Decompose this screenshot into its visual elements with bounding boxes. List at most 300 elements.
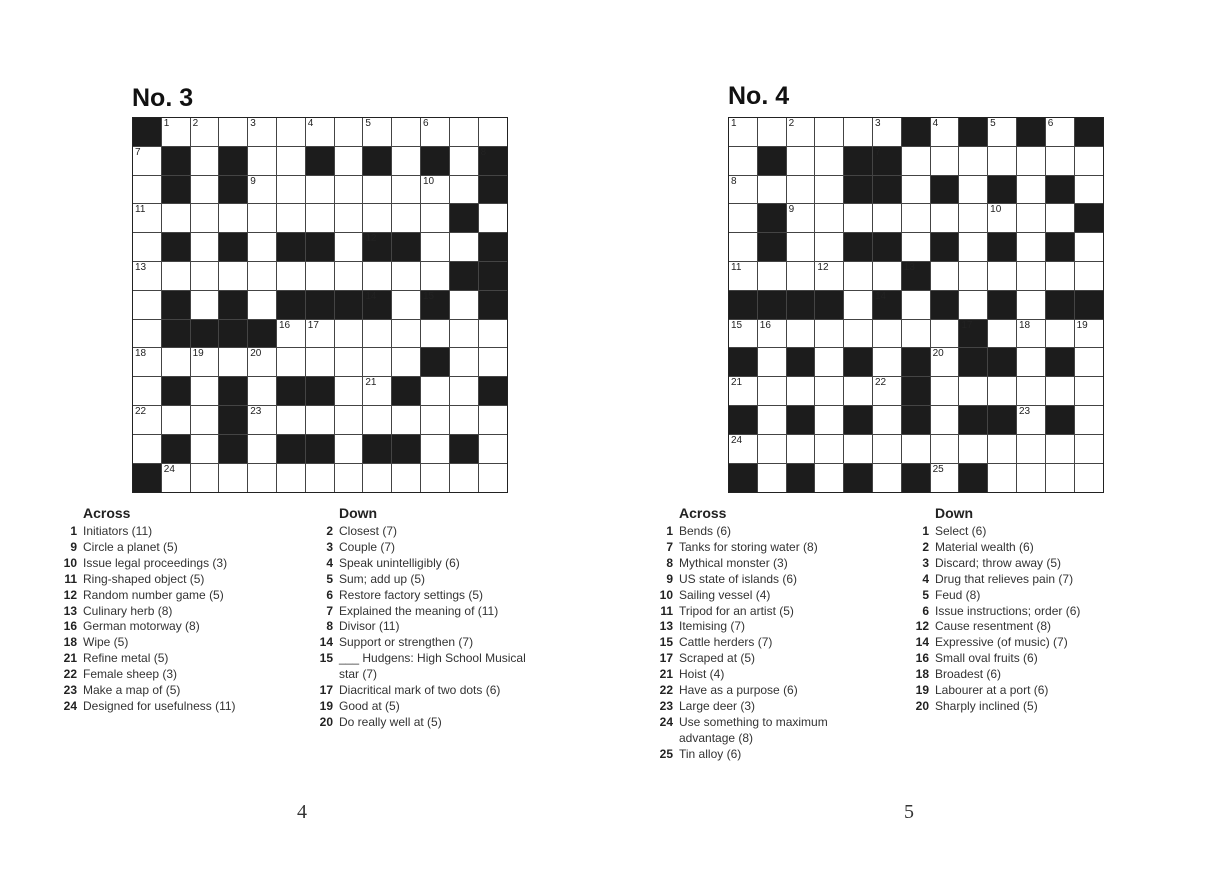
- clue-number: 1: [70, 524, 77, 538]
- grid-cell[interactable]: [1017, 147, 1046, 176]
- grid-cell[interactable]: [191, 262, 220, 291]
- grid-cell[interactable]: [306, 204, 335, 233]
- grid-cell[interactable]: [335, 262, 364, 291]
- grid-cell[interactable]: [787, 262, 816, 291]
- grid-cell-black: [729, 406, 758, 435]
- grid-cell[interactable]: [1075, 406, 1104, 435]
- grid-cell[interactable]: [421, 118, 450, 147]
- grid-cell[interactable]: [191, 233, 220, 262]
- grid-cell[interactable]: [931, 435, 960, 464]
- grid-cell[interactable]: [959, 176, 988, 205]
- grid-cell[interactable]: [787, 377, 816, 406]
- grid-cell[interactable]: [335, 464, 364, 493]
- grid-cell[interactable]: [450, 147, 479, 176]
- grid-cell[interactable]: [1017, 348, 1046, 377]
- grid-cell-black: [219, 147, 248, 176]
- grid-cell[interactable]: [191, 147, 220, 176]
- grid-cell[interactable]: [844, 204, 873, 233]
- grid-cell[interactable]: [277, 262, 306, 291]
- grid-cell[interactable]: [1075, 435, 1104, 464]
- grid-cell[interactable]: [844, 435, 873, 464]
- grid-cell[interactable]: [815, 320, 844, 349]
- grid-cell[interactable]: [1046, 118, 1075, 147]
- grid-cell[interactable]: [392, 204, 421, 233]
- grid-cell[interactable]: [959, 291, 988, 320]
- clue-text: advantage (8): [679, 730, 754, 745]
- grid-cell-black: [902, 348, 931, 377]
- grid-cell[interactable]: [815, 348, 844, 377]
- clue-number: 14: [319, 635, 333, 650]
- grid-cell[interactable]: [479, 464, 508, 493]
- grid-cell[interactable]: [729, 320, 758, 349]
- grid-cell[interactable]: [988, 204, 1017, 233]
- grid-cell[interactable]: [277, 147, 306, 176]
- grid-cell[interactable]: [133, 233, 162, 262]
- clue-text: Large deer (3): [679, 698, 756, 713]
- clue-number: 12: [915, 619, 929, 634]
- grid-cell-black: [959, 118, 988, 147]
- grid-cell[interactable]: [758, 176, 787, 205]
- grid-cell[interactable]: [1075, 348, 1104, 377]
- grid-cell[interactable]: [248, 262, 277, 291]
- grid-cell[interactable]: [335, 348, 364, 377]
- grid-cell[interactable]: [191, 435, 220, 464]
- cell-number: 22: [135, 405, 147, 417]
- grid-cell[interactable]: [133, 320, 162, 349]
- grid-cell[interactable]: [392, 406, 421, 435]
- grid-cell[interactable]: [133, 291, 162, 320]
- grid-cell[interactable]: [758, 464, 787, 493]
- grid-cell[interactable]: [191, 291, 220, 320]
- grid-cell[interactable]: [162, 204, 191, 233]
- grid-cell[interactable]: [335, 176, 364, 205]
- grid-cell[interactable]: [392, 464, 421, 493]
- grid-cell[interactable]: [479, 348, 508, 377]
- grid-cell[interactable]: [277, 320, 306, 349]
- grid-cell[interactable]: [479, 204, 508, 233]
- grid-cell[interactable]: [421, 406, 450, 435]
- clue-text: Circle a planet (5): [83, 539, 178, 554]
- grid-cell[interactable]: [959, 262, 988, 291]
- grid-cell[interactable]: [219, 118, 248, 147]
- grid-cell-black: [392, 233, 421, 262]
- grid-cell-black: [873, 291, 902, 320]
- grid-cell[interactable]: [815, 262, 844, 291]
- grid-cell[interactable]: [248, 291, 277, 320]
- grid-cell[interactable]: [931, 377, 960, 406]
- grid-cell[interactable]: [162, 348, 191, 377]
- grid-cell-black: [479, 176, 508, 205]
- grid-cell-black: [479, 233, 508, 262]
- clue-number: 22: [63, 667, 77, 682]
- grid-cell[interactable]: [844, 320, 873, 349]
- down-clue: [312, 604, 526, 620]
- grid-cell[interactable]: [873, 118, 902, 147]
- grid-cell[interactable]: [277, 464, 306, 493]
- grid-cell[interactable]: [1017, 291, 1046, 320]
- grid-cell-black: [844, 406, 873, 435]
- grid-cell[interactable]: [219, 348, 248, 377]
- grid-cell[interactable]: [1075, 320, 1104, 349]
- grid-cell[interactable]: [1017, 406, 1046, 435]
- grid-cell[interactable]: [363, 348, 392, 377]
- down-clue: [908, 604, 1080, 620]
- grid-cell[interactable]: [988, 262, 1017, 291]
- grid-cell[interactable]: [729, 176, 758, 205]
- grid-cell[interactable]: [191, 176, 220, 205]
- across-clue: [652, 524, 828, 540]
- clue-text: Mythical monster (3): [679, 555, 788, 570]
- clue-number: 8: [326, 619, 333, 634]
- grid-cell[interactable]: [277, 406, 306, 435]
- grid-cell[interactable]: [988, 435, 1017, 464]
- cell-number: 7: [135, 146, 141, 158]
- grid-cell[interactable]: [873, 377, 902, 406]
- clue-number: 8: [666, 555, 673, 570]
- grid-cell[interactable]: [902, 435, 931, 464]
- grid-cell[interactable]: [787, 147, 816, 176]
- down-clue: [908, 556, 1080, 572]
- grid-cell[interactable]: [758, 406, 787, 435]
- grid-cell[interactable]: [902, 176, 931, 205]
- clue-text: Ring-shaped object (5): [83, 571, 205, 586]
- cell-number: 15: [422, 290, 435, 302]
- grid-cell[interactable]: [902, 291, 931, 320]
- grid-cell[interactable]: [335, 233, 364, 262]
- grid-cell[interactable]: [787, 320, 816, 349]
- across-clue: [652, 588, 828, 604]
- grid-cell[interactable]: [306, 118, 335, 147]
- grid-cell[interactable]: [191, 406, 220, 435]
- grid-cell[interactable]: [363, 464, 392, 493]
- cell-number: 1: [731, 118, 737, 129]
- grid-cell-black: [306, 291, 335, 320]
- grid-cell[interactable]: [959, 435, 988, 464]
- grid-cell[interactable]: [1046, 204, 1075, 233]
- grid-cell[interactable]: [1017, 262, 1046, 291]
- grid-cell[interactable]: [191, 118, 220, 147]
- grid-cell[interactable]: [363, 118, 392, 147]
- grid-cell[interactable]: [421, 262, 450, 291]
- grid-cell[interactable]: [363, 204, 392, 233]
- grid-cell[interactable]: [758, 377, 787, 406]
- grid-cell[interactable]: [162, 118, 191, 147]
- clue-number: 7: [326, 603, 333, 618]
- grid-cell[interactable]: [873, 320, 902, 349]
- grid-cell[interactable]: [931, 464, 960, 493]
- grid-cell[interactable]: [988, 377, 1017, 406]
- grid-cell[interactable]: [902, 320, 931, 349]
- page-number: 5: [904, 801, 914, 823]
- grid-cell[interactable]: [162, 262, 191, 291]
- grid-cell[interactable]: [335, 406, 364, 435]
- grid-cell[interactable]: [133, 147, 162, 176]
- grid-cell[interactable]: [191, 377, 220, 406]
- grid-cell[interactable]: [277, 118, 306, 147]
- grid-cell[interactable]: [392, 176, 421, 205]
- grid-cell[interactable]: [931, 406, 960, 435]
- grid-cell[interactable]: [392, 118, 421, 147]
- down-clue: [908, 572, 1080, 588]
- grid-cell[interactable]: [1017, 435, 1046, 464]
- grid-cell[interactable]: [787, 233, 816, 262]
- grid-cell[interactable]: [844, 262, 873, 291]
- grid-cell[interactable]: [392, 291, 421, 320]
- grid-cell[interactable]: [133, 348, 162, 377]
- grid-cell[interactable]: [931, 348, 960, 377]
- clue-number: 16: [915, 651, 929, 666]
- down-heading: Down: [339, 505, 378, 521]
- grid-cell[interactable]: [988, 464, 1017, 493]
- grid-cell[interactable]: [1075, 262, 1104, 291]
- grid-cell[interactable]: [758, 348, 787, 377]
- grid-cell[interactable]: [931, 320, 960, 349]
- grid-cell[interactable]: [335, 320, 364, 349]
- down-clue: [312, 572, 526, 588]
- grid-cell[interactable]: [988, 147, 1017, 176]
- grid-cell[interactable]: [363, 377, 392, 406]
- grid-cell[interactable]: [787, 435, 816, 464]
- grid-cell[interactable]: [902, 147, 931, 176]
- grid-cell[interactable]: [902, 233, 931, 262]
- clue-number: 11: [660, 603, 673, 618]
- grid-cell[interactable]: [421, 435, 450, 464]
- grid-cell[interactable]: [219, 204, 248, 233]
- grid-cell[interactable]: [787, 176, 816, 205]
- grid-cell[interactable]: [306, 176, 335, 205]
- grid-cell[interactable]: [306, 464, 335, 493]
- grid-cell[interactable]: [392, 262, 421, 291]
- clue-text: Bends (6): [679, 524, 732, 538]
- down-clue: [908, 588, 1080, 604]
- grid-cell[interactable]: [1046, 320, 1075, 349]
- grid-cell[interactable]: [729, 435, 758, 464]
- grid-cell[interactable]: [729, 262, 758, 291]
- clue-text: Issue legal proceedings (3): [83, 555, 228, 570]
- grid-cell[interactable]: [479, 406, 508, 435]
- grid-cell[interactable]: [729, 377, 758, 406]
- clue-text: Explained the meaning of (11): [339, 603, 499, 618]
- clue-text: Tripod for an artist (5): [679, 603, 794, 618]
- grid-cell[interactable]: [729, 118, 758, 147]
- grid-cell[interactable]: [815, 377, 844, 406]
- grid-cell[interactable]: [1046, 147, 1075, 176]
- grid-cell[interactable]: [133, 406, 162, 435]
- grid-cell[interactable]: [479, 435, 508, 464]
- grid-cell[interactable]: [479, 118, 508, 147]
- clue-number: [312, 667, 333, 683]
- clue-number: 13: [63, 603, 77, 618]
- grid-cell[interactable]: [363, 176, 392, 205]
- grid-cell[interactable]: [450, 377, 479, 406]
- grid-cell[interactable]: [815, 147, 844, 176]
- grid-cell[interactable]: [1075, 147, 1104, 176]
- grid-cell[interactable]: [815, 176, 844, 205]
- grid-cell[interactable]: [1046, 262, 1075, 291]
- grid-cell[interactable]: [219, 464, 248, 493]
- grid-cell[interactable]: [191, 348, 220, 377]
- grid-cell[interactable]: [363, 320, 392, 349]
- grid-cell[interactable]: [959, 377, 988, 406]
- grid-cell[interactable]: [479, 320, 508, 349]
- cell-number: 18: [1018, 319, 1031, 331]
- grid-cell[interactable]: [133, 262, 162, 291]
- grid-cell[interactable]: [1075, 176, 1104, 205]
- grid-cell[interactable]: [133, 377, 162, 406]
- grid-cell[interactable]: [873, 406, 902, 435]
- grid-cell[interactable]: [988, 118, 1017, 147]
- grid-cell[interactable]: [729, 233, 758, 262]
- grid-cell[interactable]: [450, 233, 479, 262]
- grid-cell[interactable]: [450, 464, 479, 493]
- grid-cell[interactable]: [1075, 464, 1104, 493]
- grid-cell[interactable]: [1046, 435, 1075, 464]
- grid-cell[interactable]: [162, 464, 191, 493]
- grid-cell[interactable]: [873, 262, 902, 291]
- grid-cell[interactable]: [873, 464, 902, 493]
- grid-cell[interactable]: [815, 406, 844, 435]
- grid-cell[interactable]: [248, 348, 277, 377]
- grid-cell[interactable]: [1017, 377, 1046, 406]
- grid-cell[interactable]: [363, 262, 392, 291]
- grid-cell[interactable]: [758, 435, 787, 464]
- grid-cell[interactable]: [392, 147, 421, 176]
- grid-cell[interactable]: [450, 118, 479, 147]
- grid-cell-black: [758, 233, 787, 262]
- grid-cell[interactable]: [844, 291, 873, 320]
- grid-cell[interactable]: [931, 118, 960, 147]
- grid-cell[interactable]: [133, 176, 162, 205]
- grid-cell[interactable]: [959, 204, 988, 233]
- grid-cell[interactable]: [421, 233, 450, 262]
- grid-cell[interactable]: [219, 262, 248, 291]
- grid-cell[interactable]: [421, 176, 450, 205]
- grid-cell[interactable]: [335, 118, 364, 147]
- grid-cell[interactable]: [335, 435, 364, 464]
- grid-cell[interactable]: [450, 406, 479, 435]
- across-clue: [652, 619, 828, 635]
- grid-cell[interactable]: [133, 204, 162, 233]
- grid-cell[interactable]: [1017, 204, 1046, 233]
- grid-cell[interactable]: [815, 435, 844, 464]
- grid-cell[interactable]: [306, 320, 335, 349]
- grid-cell[interactable]: [787, 204, 816, 233]
- grid-cell[interactable]: [815, 204, 844, 233]
- grid-cell[interactable]: [248, 204, 277, 233]
- grid-cell-black: [1046, 291, 1075, 320]
- grid-cell[interactable]: [248, 147, 277, 176]
- grid-cell[interactable]: [248, 176, 277, 205]
- grid-cell[interactable]: [729, 204, 758, 233]
- grid-cell[interactable]: [815, 464, 844, 493]
- grid-cell[interactable]: [277, 204, 306, 233]
- grid-cell[interactable]: [758, 320, 787, 349]
- grid-cell[interactable]: [1017, 320, 1046, 349]
- grid-cell[interactable]: [988, 320, 1017, 349]
- grid-cell[interactable]: [335, 204, 364, 233]
- cell-number: 24: [163, 463, 175, 475]
- grid-cell[interactable]: [421, 204, 450, 233]
- grid-cell[interactable]: [959, 233, 988, 262]
- grid-cell-black: [277, 233, 306, 262]
- grid-cell[interactable]: [133, 435, 162, 464]
- grid-cell[interactable]: [248, 118, 277, 147]
- grid-cell-black: [1075, 118, 1104, 147]
- grid-cell[interactable]: [277, 348, 306, 377]
- grid-cell[interactable]: [787, 118, 816, 147]
- clue-number: 19: [319, 698, 333, 713]
- grid-cell-black: [873, 147, 902, 176]
- grid-cell[interactable]: [902, 204, 931, 233]
- grid-cell[interactable]: [277, 176, 306, 205]
- grid-cell[interactable]: [191, 204, 220, 233]
- grid-cell-black: [450, 204, 479, 233]
- grid-cell[interactable]: [758, 262, 787, 291]
- grid-cell[interactable]: [1046, 464, 1075, 493]
- grid-cell[interactable]: [421, 377, 450, 406]
- grid-cell[interactable]: [959, 147, 988, 176]
- grid-cell[interactable]: [392, 320, 421, 349]
- grid-cell[interactable]: [758, 118, 787, 147]
- grid-cell[interactable]: [248, 233, 277, 262]
- grid-cell[interactable]: [421, 320, 450, 349]
- grid-cell[interactable]: [191, 464, 220, 493]
- grid-cell[interactable]: [815, 233, 844, 262]
- grid-cell[interactable]: [248, 406, 277, 435]
- grid-cell[interactable]: [873, 435, 902, 464]
- grid-cell[interactable]: [815, 118, 844, 147]
- grid-cell[interactable]: [450, 176, 479, 205]
- grid-cell[interactable]: [363, 406, 392, 435]
- grid-cell[interactable]: [450, 348, 479, 377]
- grid-cell[interactable]: [1075, 377, 1104, 406]
- clue-text: Use something to maximum: [679, 714, 828, 729]
- grid-cell[interactable]: [931, 147, 960, 176]
- grid-cell[interactable]: [873, 204, 902, 233]
- grid-cell[interactable]: [1017, 233, 1046, 262]
- grid-cell[interactable]: [931, 204, 960, 233]
- grid-cell[interactable]: [873, 348, 902, 377]
- clue-number: 15: [319, 651, 333, 666]
- grid-cell[interactable]: [162, 406, 191, 435]
- grid-cell[interactable]: [1017, 464, 1046, 493]
- grid-cell[interactable]: [248, 464, 277, 493]
- grid-cell[interactable]: [335, 377, 364, 406]
- grid-cell-black: [988, 291, 1017, 320]
- clue-text: Have as a purpose (6): [679, 683, 798, 698]
- grid-cell-black: [758, 147, 787, 176]
- down-clue: [908, 683, 1080, 699]
- grid-cell[interactable]: [1017, 176, 1046, 205]
- grid-cell[interactable]: [1075, 233, 1104, 262]
- grid-cell[interactable]: [335, 147, 364, 176]
- grid-cell[interactable]: [729, 147, 758, 176]
- grid-cell[interactable]: [306, 262, 335, 291]
- grid-cell[interactable]: [1046, 377, 1075, 406]
- clue-text: Speak unintelligibly (6): [339, 555, 460, 570]
- grid-cell[interactable]: [844, 377, 873, 406]
- grid-cell[interactable]: [421, 464, 450, 493]
- grid-cell[interactable]: [392, 348, 421, 377]
- grid-cell[interactable]: [248, 377, 277, 406]
- grid-cell[interactable]: [450, 291, 479, 320]
- grid-cell[interactable]: [844, 118, 873, 147]
- grid-cell[interactable]: [450, 320, 479, 349]
- grid-cell[interactable]: [306, 348, 335, 377]
- grid-cell[interactable]: [931, 262, 960, 291]
- grid-cell[interactable]: [248, 435, 277, 464]
- grid-cell[interactable]: [306, 406, 335, 435]
